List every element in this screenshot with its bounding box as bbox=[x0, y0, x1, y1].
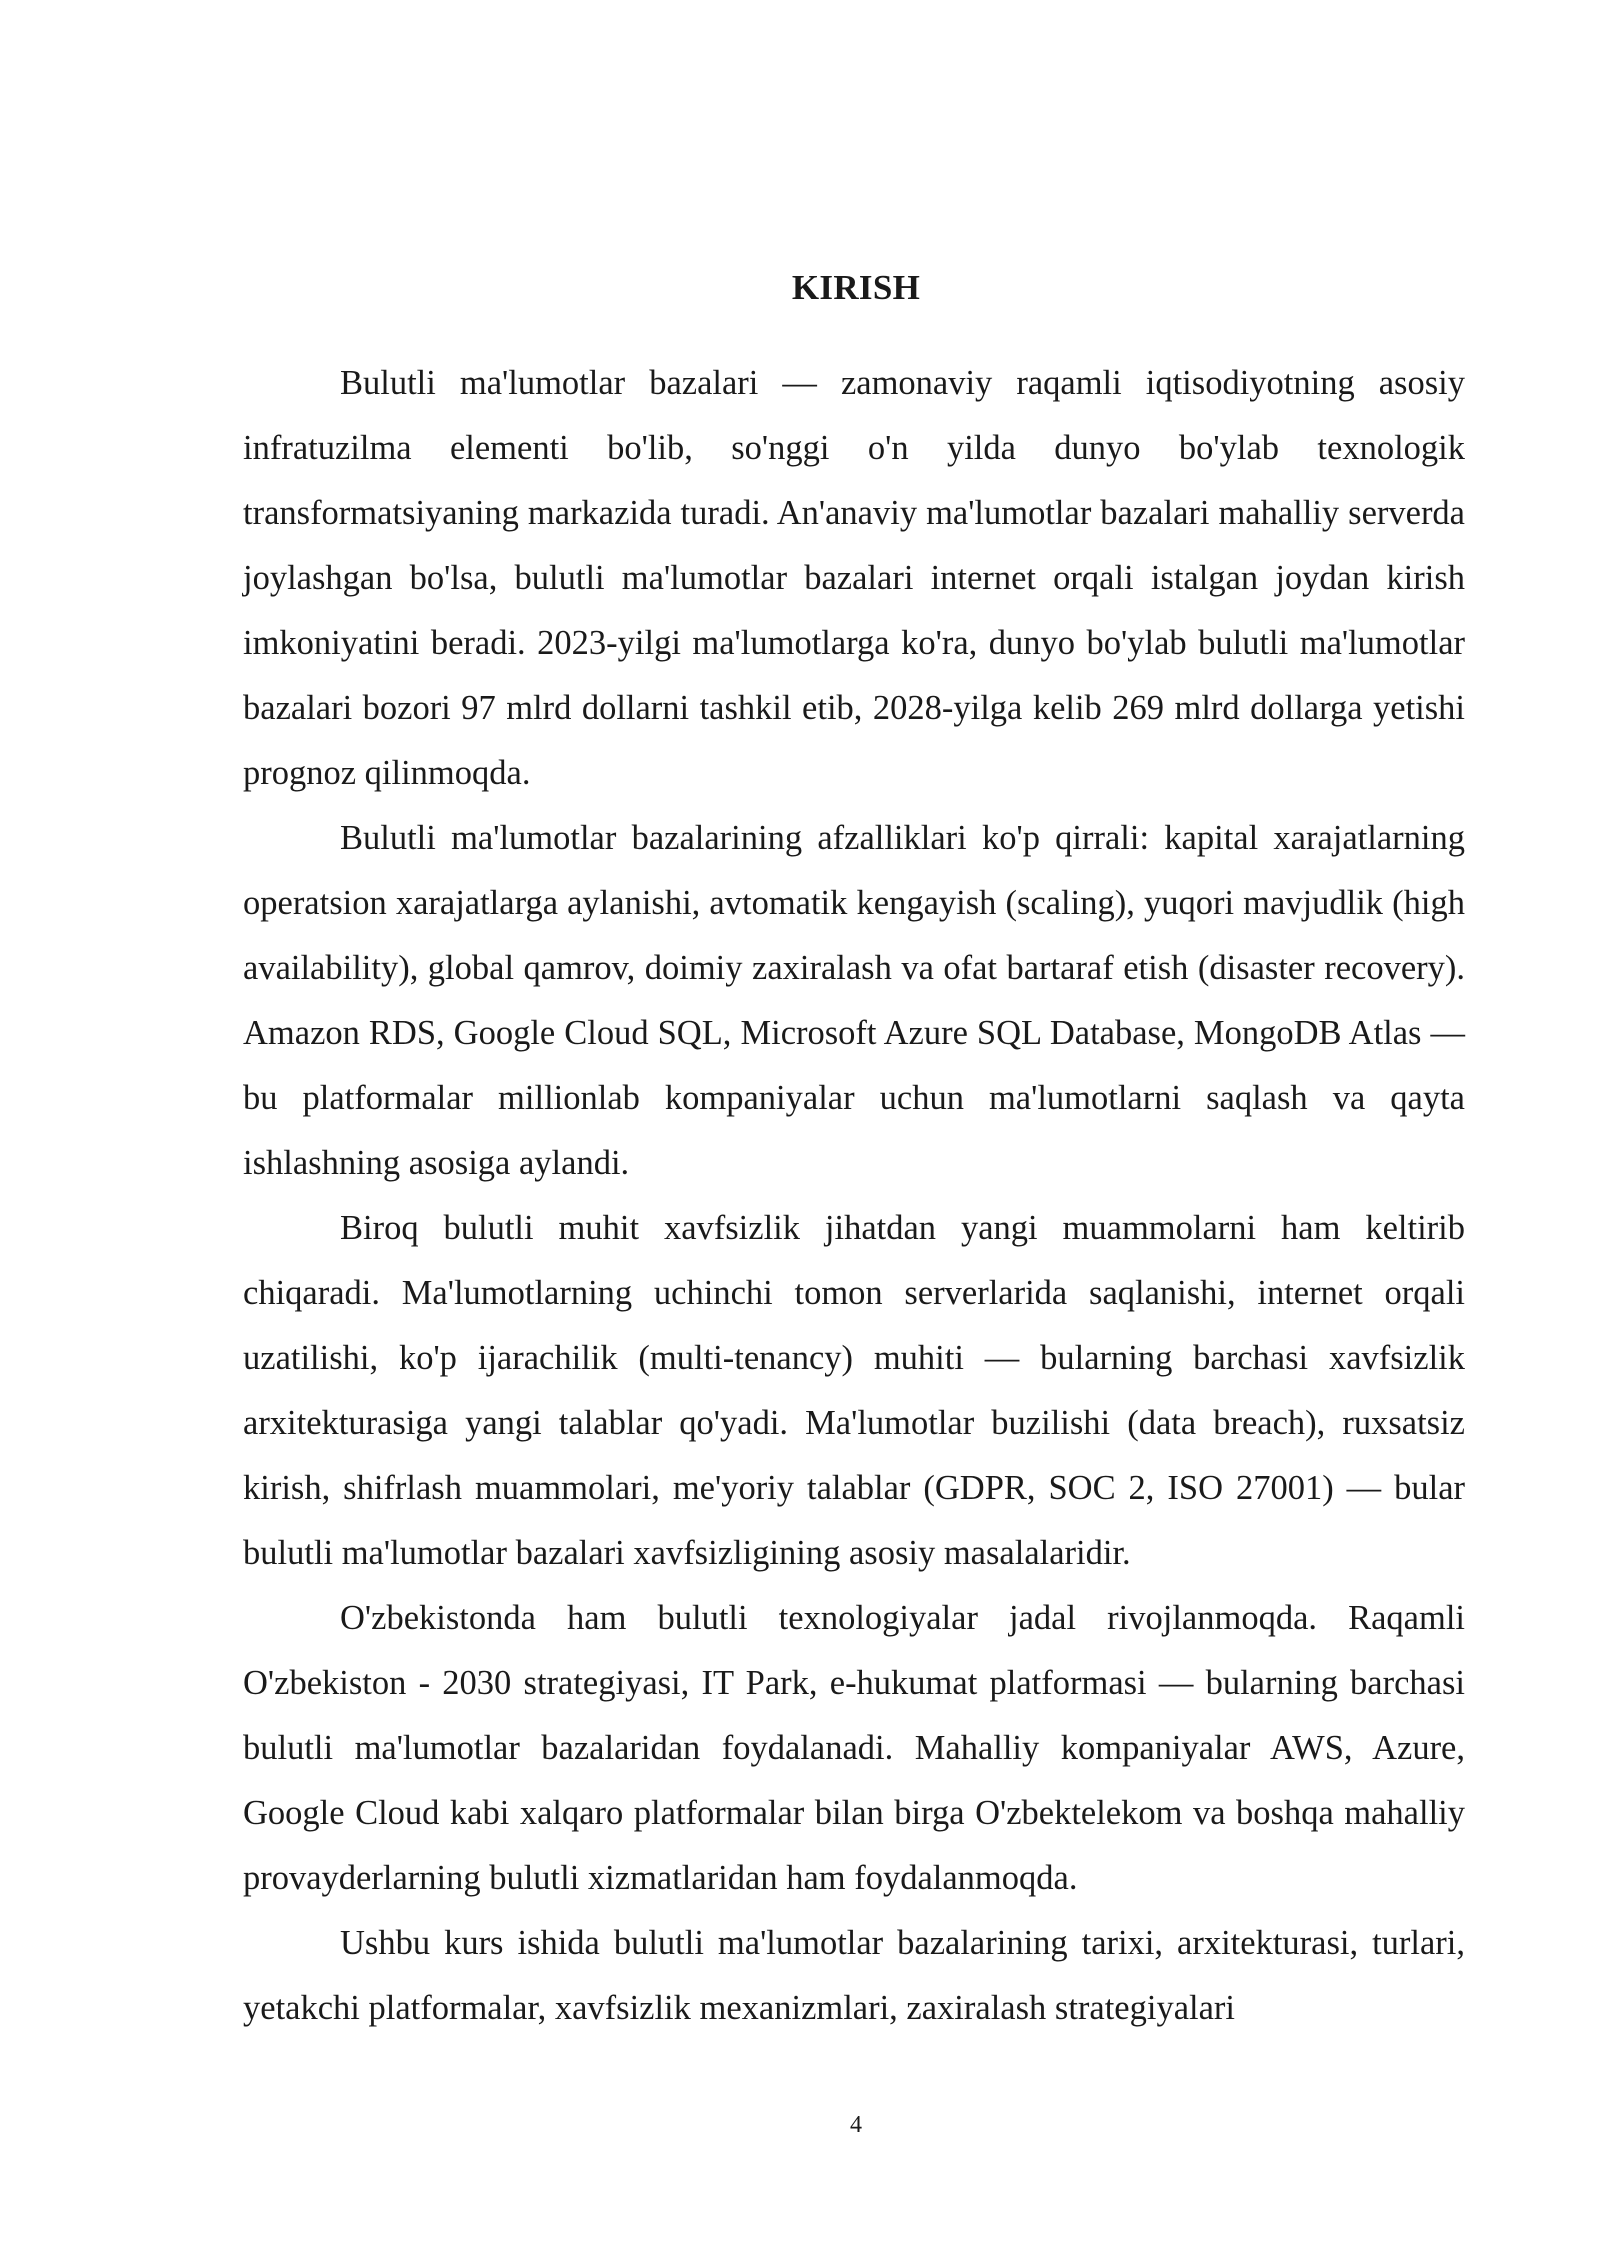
paragraph-4: O'zbekistonda ham bulutli texnologiyalar jadal rivojlanmoqda. Raqamli O'zbekiston - 2030 strategiyasi, IT Park, e-hukumat platformasi — bularning barchasi bulutli ma'lumotlar bazalaridan foydalanadi. Mahalliy kompaniyalar AWS, Azure, Google Cloud kabi xalqaro platformalar bilan birga O'zbektelekom va boshqa mahalliy provayderlarning bulutli xizmatlaridan ham foydalanmoqda. bbox=[243, 1599, 1465, 1897]
section-heading: KIRISH bbox=[791, 268, 921, 307]
body-text bbox=[243, 351, 1465, 2041]
paragraph-5: Ushbu kurs ishida bulutli ma'lumotlar bazalarining tarixi, arxitekturasi, turlari, yetakchi platformalar, xavfsizlik mexanizmlari, zaxiralash strategiyalari bbox=[243, 1924, 1465, 2027]
page-number: 4 bbox=[850, 2112, 862, 2138]
paragraph-2: Bulutli ma'lumotlar bazalarining afzalliklari ko'p qirrali: kapital xarajatlarning operatsion xarajatlarga aylanishi, avtomatik kengayish (scaling), yuqori mavjudlik (high availability), global qamrov, doimiy zaxiralash va ofat bartaraf etish (disaster recovery). Amazon RDS, Google Cloud SQL, Microsoft Azure SQL Database, MongoDB Atlas — bu platformalar millionlab kompaniyalar uchun ma'lumotlarni saqlash va qayta ishlashning asosiga aylandi. bbox=[243, 819, 1465, 1182]
paragraph-1: Bulutli ma'lumotlar bazalari — zamonaviy raqamli iqtisodiyotning asosiy infratuzilma elementi bo'lib, so'nggi o'n yilda dunyo bo'ylab texnologik transformatsiyaning markazida turadi. An'anaviy ma'lumotlar bazalari mahalliy serverda joylashgan bo'lsa, bulutli ma'lumotlar bazalari internet orqali istalgan joydan kirish imkoniyatini beradi. 2023-yilgi ma'lumotlarga ko'ra, dunyo bo'ylab bulutli ma'lumotlar bazalari bozori 97 mlrd dollarni tashkil etib, 2028-yilga kelib 269 mlrd dollarga yetishi prognoz qilinmoqda. bbox=[243, 364, 1465, 792]
paragraph-3: Biroq bulutli muhit xavfsizlik jihatdan yangi muammolarni ham keltirib chiqaradi. Ma'lumotlarning uchinchi tomon serverlarida saqlanishi, internet orqali uzatilishi, ko'p ijarachilik (multi-tenancy) muhiti — bularning barchasi xavfsizlik arxitekturasiga yangi talablar qo'yadi. Ma'lumotlar buzilishi (data breach), ruxsatsiz kirish, shifrlash muammolari, me'yoriy talablar (GDPR, SOC 2, ISO 27001) — bular bulutli ma'lumotlar bazalari xavfsizligining asosiy masalalaridir. bbox=[243, 1209, 1465, 1572]
